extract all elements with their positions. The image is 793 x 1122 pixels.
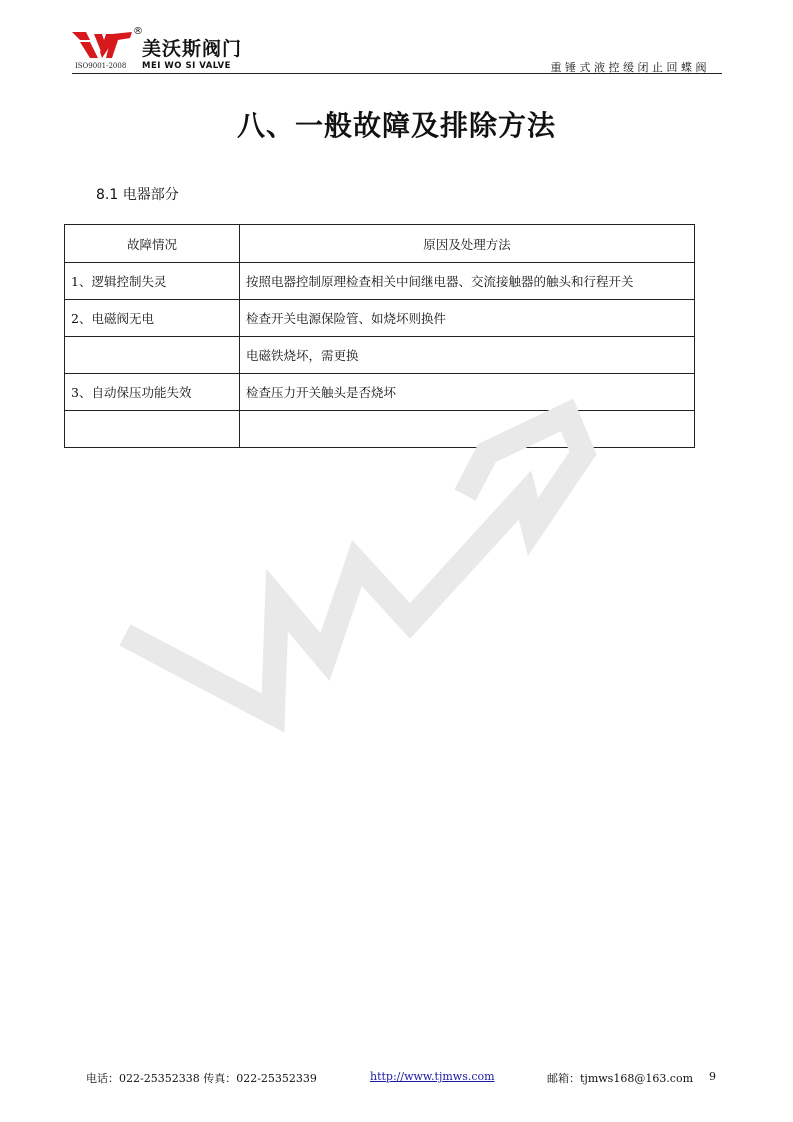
- cause-cell: 电磁铁烧坏，需更换: [240, 337, 695, 374]
- iso-certification: ISO9001-2008: [75, 62, 127, 70]
- header-divider: [72, 73, 722, 74]
- header-cell-cause: 原因及处理方法: [240, 225, 695, 263]
- page-number: 9: [709, 1070, 716, 1083]
- fault-cell: [65, 411, 240, 448]
- fault-cell: 3、自动保压功能失效: [65, 374, 240, 411]
- header-tagline: 重锤式液控缓闭止回蝶阀: [550, 61, 710, 74]
- table-row: [65, 337, 695, 374]
- cause-cell: 检查开关电源保险管、如烧坏则换件: [240, 300, 695, 337]
- table-row: [65, 263, 695, 300]
- page-title: 八、一般故障及排除方法: [236, 109, 556, 142]
- fault-cell: 1、逻辑控制失灵: [65, 263, 240, 300]
- fault-cell: [65, 337, 240, 374]
- footer-website-link[interactable]: http://www.tjmws.com: [370, 1070, 495, 1083]
- header-cell-fault: 故障情况: [65, 225, 240, 263]
- cause-cell: 检查压力开关触头是否烧坏: [240, 374, 695, 411]
- footer-phone: 电话：022-25352338 传真：022-25352339: [86, 1072, 317, 1085]
- table-row: [65, 300, 695, 337]
- section-heading: 8.1 电器部分: [96, 187, 179, 203]
- cause-cell: 按照电器控制原理检查相关中间继电器、交流接触器的触头和行程开关: [240, 263, 695, 300]
- table-header-row: [65, 225, 695, 263]
- brand-name-en: MEI WO SI VALVE: [142, 61, 231, 71]
- cause-cell: [240, 411, 695, 448]
- brand-name-cn: 美沃斯阀门: [142, 38, 243, 60]
- registered-mark: ®: [133, 26, 143, 37]
- mws-logo-icon: [72, 32, 134, 58]
- table-row: [65, 411, 695, 448]
- fault-table: [64, 224, 695, 448]
- fault-cell: 2、电磁阀无电: [65, 300, 240, 337]
- page-header: [72, 28, 722, 74]
- page-footer: [0, 1070, 793, 1086]
- table-row: [65, 374, 695, 411]
- footer-email: 邮箱：tjmws168@163.com: [547, 1072, 694, 1085]
